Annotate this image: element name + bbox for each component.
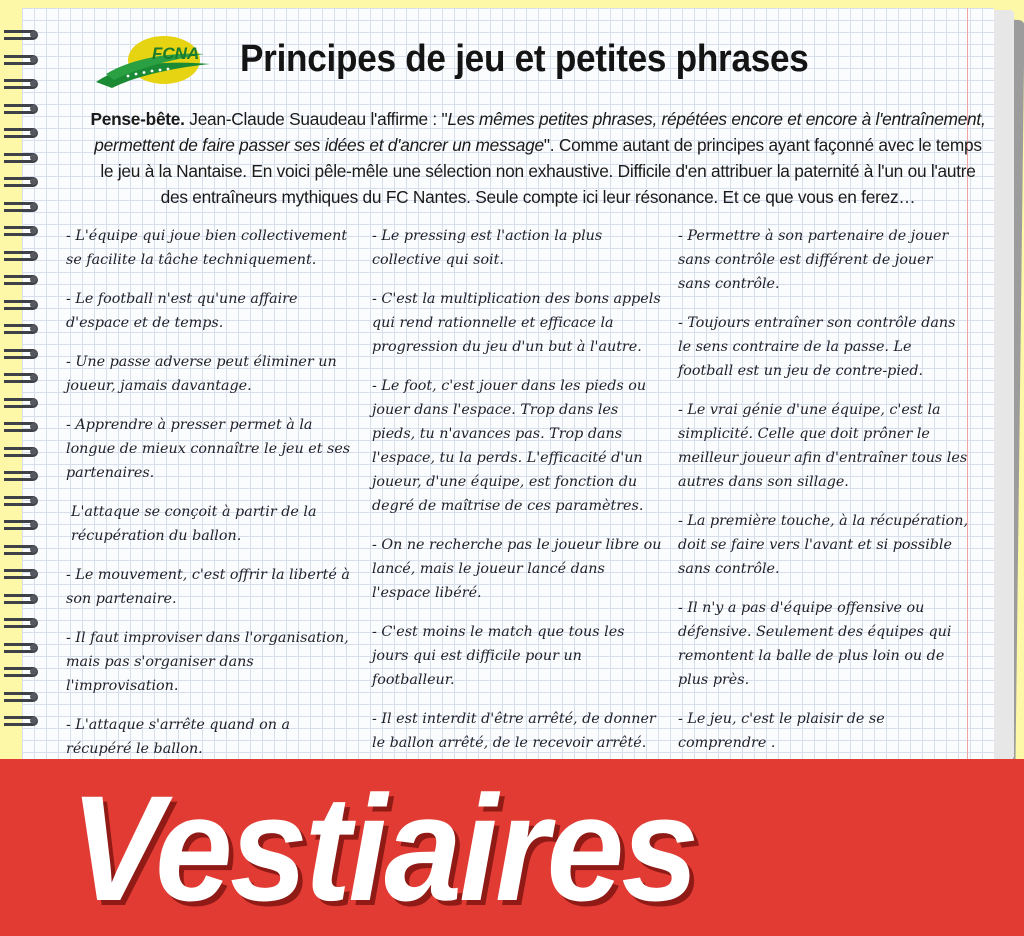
spiral-hole (30, 301, 37, 308)
principle-item: - C'est la multiplication des bons appels qui rend rationnelle et efficace la progression du jeu d'un but à l'autre. (372, 291, 661, 355)
spiral-hole (30, 350, 37, 357)
banner-title: Vestiaires (70, 764, 697, 932)
principle-item: - Apprendre à presser permet à la longue de mieux connaître le jeu et ses partenaires. (66, 417, 351, 481)
intro-lead: Pense-bête. (90, 109, 185, 129)
principle-item: - Le pressing est l'action la plus collective qui soit. (372, 228, 603, 268)
principle-item: - Le foot, c'est jouer dans les pieds ou jouer dans l'espace. Trop dans les pieds, tu n'avances pas. Trop dans l'espace, tu la perds. L'efficacité d'un joueur, d'une équipe, est fonction du degré de maîtrise de ces paramètres. (372, 378, 647, 514)
spiral-hole (30, 472, 37, 479)
principle-item: - L'équipe qui joue bien collectivement se facilite la tâche techniquement. (66, 228, 348, 268)
spiral-hole (30, 227, 37, 234)
spiral-hole (30, 203, 37, 210)
logo-text: FCNA (152, 44, 200, 63)
spiral-hole (30, 252, 37, 259)
spiral-hole (30, 374, 37, 381)
principle-item: - C'est moins le match que tous les jours qui est difficile pour un footballeur. (372, 624, 625, 688)
notebook-spiral (0, 30, 44, 750)
spiral-hole (30, 80, 37, 87)
page-title: Principes de jeu et petites phrases (240, 38, 809, 80)
principle-item: - Il faut improviser dans l'organisation, mais pas s'organiser dans l'improvisation. (66, 630, 349, 694)
spiral-hole (30, 448, 37, 455)
principle-item: - Une passe adverse peut éliminer un joueur, jamais davantage. (66, 354, 337, 394)
principle-item: - La première touche, à la récupération, doit se faire vers l'avant et si possible sans contrôle. (678, 513, 969, 577)
spiral-hole (30, 546, 37, 553)
intro-quote: Les mêmes petites phrases, répétées encore et encore à l'entraînement, permettent de faire passer ses idées et d'ancrer un message (94, 109, 986, 155)
spiral-hole (30, 154, 37, 161)
spiral-hole (30, 399, 37, 406)
spiral-hole (30, 570, 37, 577)
spiral-hole (30, 668, 37, 675)
principle-item: L'attaque se conçoit à partir de la récupération du ballon. (71, 504, 317, 544)
spiral-hole (30, 521, 37, 528)
intro-paragraph (88, 106, 988, 210)
spiral-hole (30, 644, 37, 651)
principle-item: - Le jeu, c'est le plaisir de se comprendre . (678, 711, 885, 751)
column-3 (678, 224, 968, 760)
spiral-hole (30, 595, 37, 602)
fcna-logo (92, 34, 220, 94)
spiral-hole (30, 129, 37, 136)
intro-after-quote: ". Comme autant de principes ayant façonné avec le temps le jeu à la Nantaise. En voici pêle-mêle une sélection non exhaustive. Difficile d'en attribuer la paternité à l'un ou l'autre des entraîneurs mythiques du FC Nantes. Seule compte ici leur résonance. Et ce que vous en ferez… (100, 135, 982, 207)
intro-before-quote: Jean-Claude Suaudeau l'affirme : " (189, 109, 448, 129)
spiral-hole (30, 497, 37, 504)
principle-item: - Il est interdit d'être arrêté, de donner le ballon arrêté, de le recevoir arrêté. (372, 711, 656, 751)
principle-item: - On ne recherche pas le joueur libre ou lancé, mais le joueur lancé dans l'espace libéré. (372, 537, 662, 601)
spiral-hole (30, 619, 37, 626)
column-1 (66, 224, 356, 760)
spiral-hole (30, 717, 37, 724)
principle-item: - Le mouvement, c'est offrir la liberté à son partenaire. (66, 567, 350, 607)
principle-item: - Le football n'est qu'une affaire d'espace et de temps. (66, 291, 298, 331)
principle-item: - Le vrai génie d'une équipe, c'est la simplicité. Celle que doit prôner le meilleur joueur afin d'entraîner tous les autres dans son sillage. (678, 402, 968, 490)
spiral-hole (30, 423, 37, 430)
spiral-hole (30, 276, 37, 283)
vestiaires-banner (0, 759, 1024, 936)
spiral-hole (30, 31, 37, 38)
spiral-hole (30, 105, 37, 112)
principle-item: - Il n'y a pas d'équipe offensive ou défensive. Seulement des équipes qui remontent la balle de plus loin ou de plus près. (678, 600, 952, 688)
principle-item: - L'attaque s'arrête quand on a récupéré le ballon. (66, 717, 291, 757)
principle-item: - Permettre à son partenaire de jouer sans contrôle est différent de jouer sans contrôle. (678, 228, 949, 292)
spiral-hole (30, 178, 37, 185)
spiral-hole (30, 56, 37, 63)
principle-item: - Toujours entraîner son contrôle dans le sens contraire de la passe. Le football est un jeu de contre-pied. (678, 315, 956, 379)
spiral-hole (30, 693, 37, 700)
spiral-hole (30, 325, 37, 332)
column-2 (372, 224, 662, 760)
notebook-page (22, 8, 994, 760)
